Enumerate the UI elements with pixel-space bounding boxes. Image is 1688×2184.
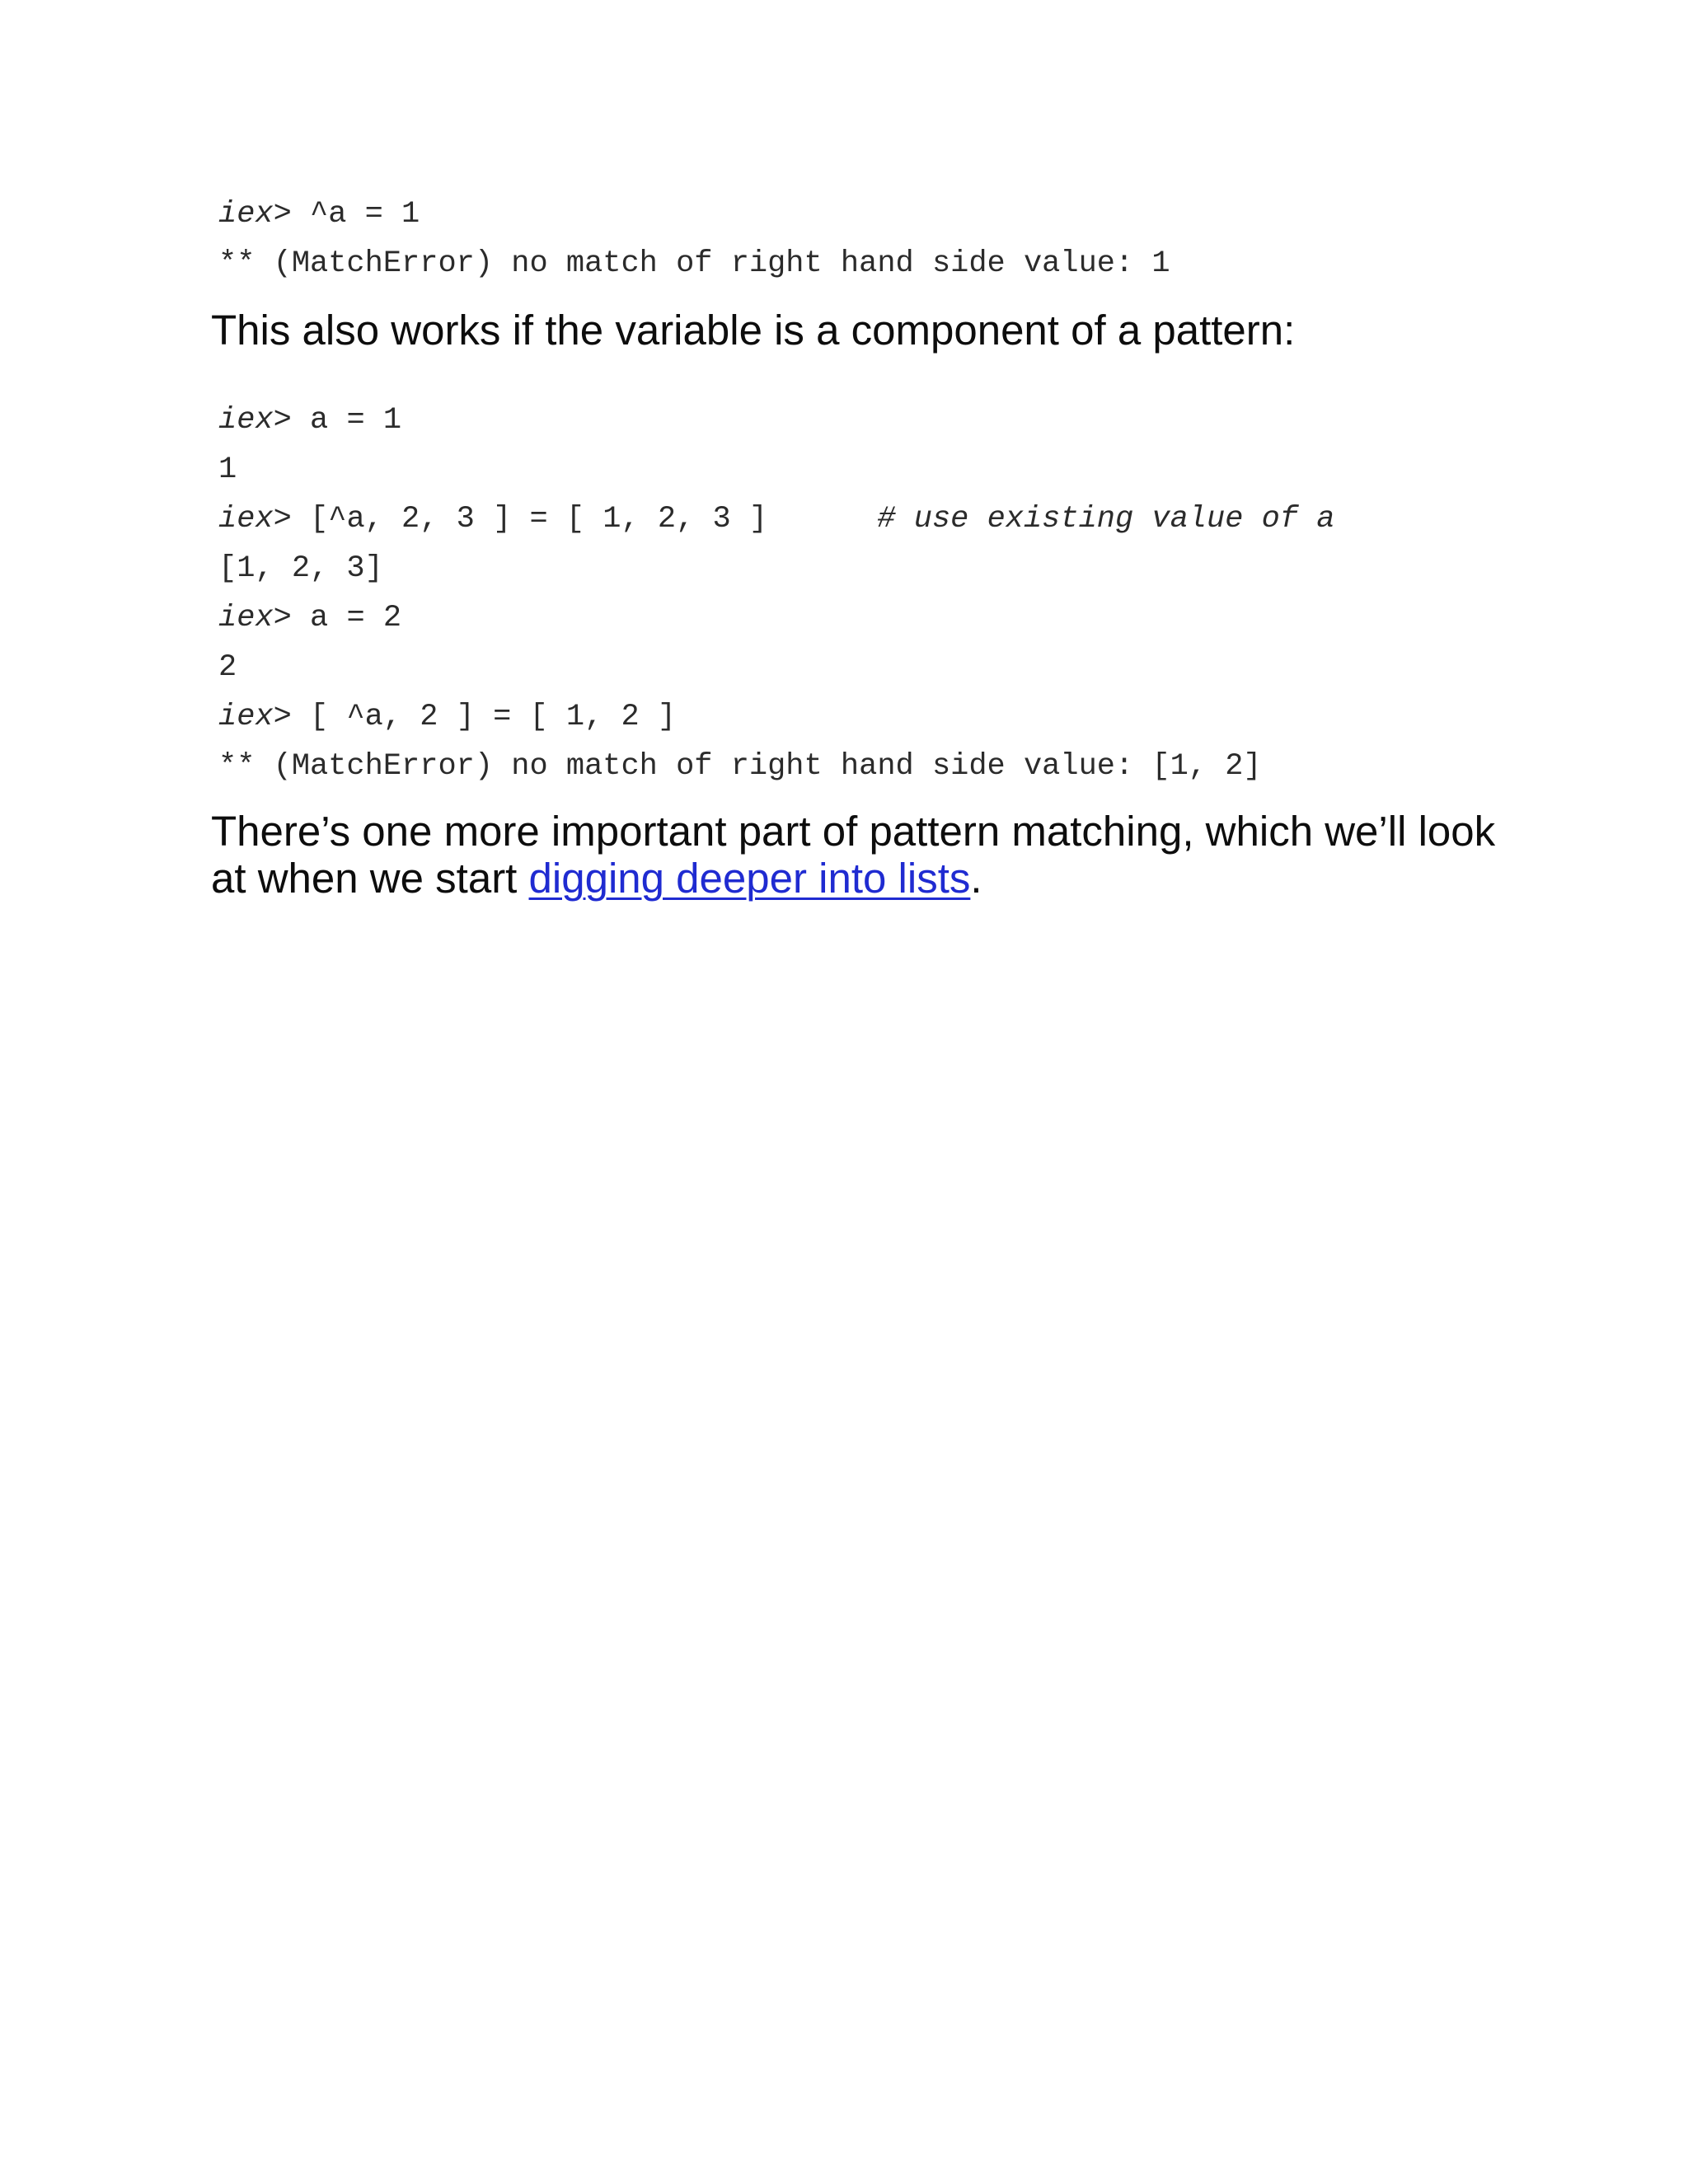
code-output: 1 (218, 452, 237, 487)
code-block-pin-in-pattern (218, 396, 1334, 791)
code-line (218, 190, 1170, 239)
code-text: [^a, 2, 3 ] = [ 1, 2, 3 ] (291, 502, 878, 537)
code-line (218, 742, 1334, 791)
code-line (218, 239, 1170, 288)
code-line (218, 544, 1334, 593)
error-output: ** (MatchError) no match of right hand side value: 1 (218, 246, 1170, 281)
code-line (218, 692, 1334, 742)
paragraph-period: . (970, 855, 982, 902)
iex-prompt: iex> (218, 700, 292, 734)
iex-prompt: iex> (218, 601, 292, 635)
code-comment: # use existing value of a (877, 502, 1335, 537)
code-text: ^a = 1 (291, 197, 420, 232)
error-output: ** (MatchError) no match of right hand side value: [1, 2] (218, 749, 1262, 784)
code-text: [ ^a, 2 ] = [ 1, 2 ] (291, 700, 677, 734)
iex-prompt: iex> (218, 403, 292, 438)
paragraph-text: There’s one more important part of pattern matching, which we’ll look at when we start (211, 808, 1496, 902)
code-line (218, 396, 1334, 445)
iex-prompt: iex> (218, 197, 292, 232)
paragraph-pattern-component: This also works if the variable is a component of a pattern: (211, 307, 1296, 354)
iex-prompt: iex> (218, 502, 292, 537)
code-line (218, 643, 1334, 692)
code-line (218, 494, 1334, 544)
code-output: 2 (218, 650, 237, 685)
code-text: a = 2 (291, 601, 402, 635)
link-digging-deeper-into-lists[interactable]: digging deeper into lists (528, 855, 971, 902)
code-line (218, 593, 1334, 643)
code-output: [1, 2, 3] (218, 551, 383, 586)
paragraph-more-pattern-matching (211, 808, 1530, 902)
code-block-match-error (218, 190, 1170, 288)
code-line (218, 445, 1334, 494)
code-text: a = 1 (291, 403, 402, 438)
